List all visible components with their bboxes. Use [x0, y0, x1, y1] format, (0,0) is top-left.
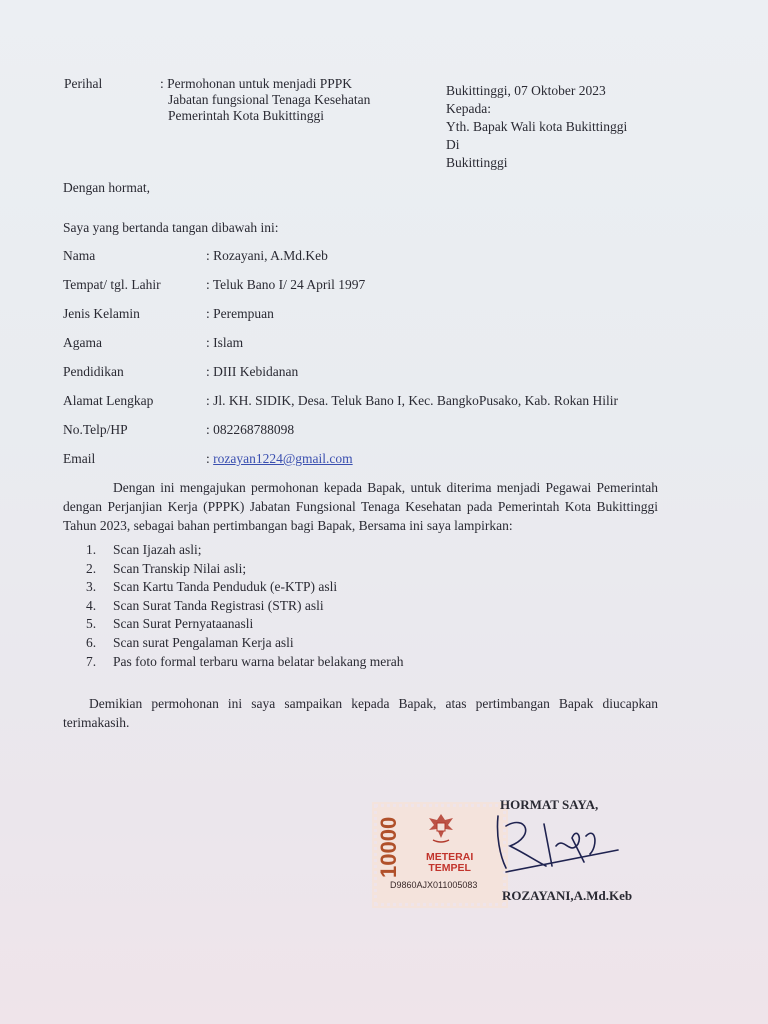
signature-icon — [486, 806, 636, 886]
list-text: Scan Surat Pernyataanasli — [113, 616, 254, 632]
field-label: Alamat Lengkap — [63, 393, 154, 408]
recipient-line: Kepada: — [446, 101, 491, 116]
list-item — [86, 654, 404, 673]
field-value: : Perempuan — [206, 306, 274, 321]
sign-hormat: HORMAT SAYA, — [500, 797, 599, 812]
list-text: Scan Surat Tanda Registrasi (STR) asli — [113, 597, 324, 613]
perihal-label: Perihal — [64, 76, 103, 91]
list-number: 3. — [86, 579, 97, 595]
list-item — [86, 561, 404, 580]
list-number: 2. — [86, 560, 97, 576]
field-value: : Teluk Bano I/ 24 April 1997 — [206, 277, 366, 292]
field-label: Tempat/ tgl. Lahir — [63, 277, 161, 292]
perihal-subject — [160, 76, 370, 124]
list-item — [86, 635, 404, 654]
list-text: Scan Transkip Nilai asli; — [113, 560, 247, 576]
list-text: Pas foto formal terbaru warna belatar belakang merah — [113, 653, 404, 669]
date-recipient-block — [446, 82, 627, 172]
recipient-line: Yth. Bapak Wali kota Bukittinggi — [446, 119, 628, 134]
body-paragraph — [63, 478, 658, 535]
list-item — [86, 616, 404, 635]
field-row-alamat — [63, 393, 703, 411]
field-value: : Rozayani, A.Md.Keb — [206, 248, 328, 263]
field-row-ttl — [63, 277, 703, 295]
closing-paragraph — [63, 694, 658, 732]
field-value — [206, 451, 353, 467]
field-label: Jenis Kelamin — [63, 306, 140, 321]
stamp-brand-line: METERAI — [426, 851, 474, 863]
field-label: Pendidikan — [63, 364, 124, 379]
attachment-list — [86, 542, 404, 672]
recipient-line: Bukittinggi — [446, 155, 508, 170]
perihal-line: Jabatan fungsional Tenaga Kesehatan — [168, 92, 371, 107]
stamp-code: D9860AJX011005083 — [390, 880, 478, 890]
greeting: Dengan hormat, — [63, 180, 150, 195]
email-link[interactable]: rozayan1224@gmail.com — [213, 451, 353, 466]
list-number: 1. — [86, 542, 97, 557]
field-value: : DIII Kebidanan — [206, 364, 299, 379]
intro-text: Saya yang bertanda tangan dibawah ini: — [63, 220, 279, 235]
field-row-email — [63, 451, 703, 469]
date-line: Bukittinggi, 07 Oktober 2023 — [446, 83, 606, 98]
field-label: Nama — [63, 248, 96, 263]
closing-paragraph-text: Demikian permohonan ini saya sampaikan kepada Bapak, atas pertimbangan Bapak diucapkan terimakasih. — [63, 696, 658, 730]
recipient-line: Di — [446, 137, 460, 152]
sign-name: ROZAYANI,A.Md.Keb — [502, 888, 633, 903]
list-text: Scan Kartu Tanda Penduduk (e-KTP) asli — [113, 579, 338, 595]
list-item — [86, 579, 404, 598]
list-text: Scan surat Pengalaman Kerja asli — [113, 634, 294, 650]
field-value: : 082268788098 — [206, 422, 295, 437]
field-row-nama — [63, 248, 703, 266]
list-number: 7. — [86, 653, 97, 669]
field-label: No.Telp/HP — [63, 422, 128, 437]
field-row-agama — [63, 335, 703, 353]
list-item — [86, 542, 404, 561]
field-row-pendidikan — [63, 364, 703, 382]
field-label: Email — [63, 451, 96, 466]
list-number: 5. — [86, 616, 97, 632]
field-label: Agama — [63, 335, 102, 350]
email-colon: : — [206, 451, 214, 466]
garuda-emblem-icon — [426, 812, 456, 846]
stamp-brand-line: TEMPEL — [428, 862, 471, 874]
list-text: Scan Ijazah asli; — [113, 542, 202, 557]
list-number: 6. — [86, 634, 97, 650]
body-paragraph-text: Dengan ini mengajukan permohonan kepada Bapak, untuk diterima menjadi Pegawai Pemerintah dengan Perjanjian Kerja (PPPK) Jabatan Fungsional Tenaga Kesehatan pada Pemerintah Kota Bukittinggi Tahun 2023, sebagai bahan pertimbangan bagi Bapak, Bersama ini saya lampirkan: — [63, 480, 658, 533]
field-row-telp — [63, 422, 703, 440]
field-row-jenis-kelamin — [63, 306, 703, 324]
list-item — [86, 598, 404, 617]
stamp-value: 10000 — [376, 816, 401, 878]
field-value: : Jl. KH. SIDIK, Desa. Teluk Bano I, Kec. BangkoPusako, Kab. Rokan Hilir — [206, 393, 619, 408]
list-number: 4. — [86, 597, 97, 613]
perihal-line: : Permohonan untuk menjadi PPPK — [160, 76, 352, 91]
field-value: : Islam — [206, 335, 244, 350]
perihal-line: Pemerintah Kota Bukittinggi — [168, 108, 324, 123]
stamp-brand — [426, 852, 473, 874]
